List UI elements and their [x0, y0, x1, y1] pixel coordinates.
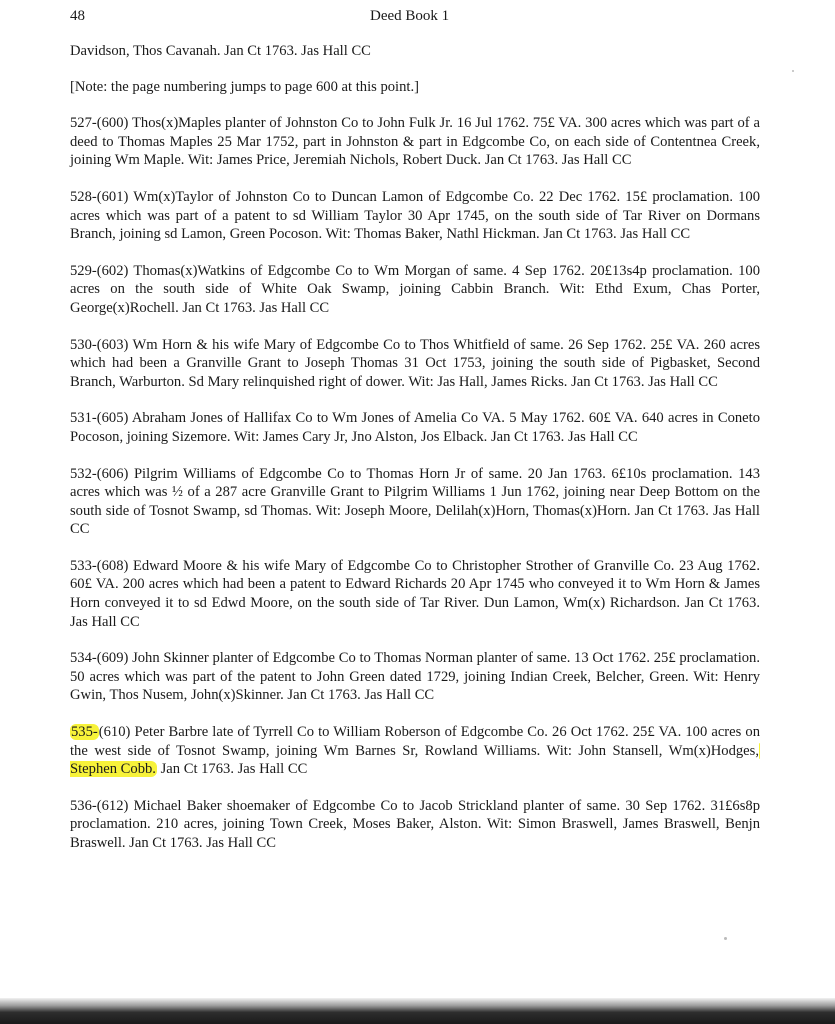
page-number: 48 [70, 8, 85, 24]
entry-531: 531-(605) Abraham Jones of Hallifax Co to Wm Jones of Amelia Co VA. 5 May 1762. 60£ VA. 640 acres in Coneto Pocoson, joining Sizemore. Wit: James Cary Jr, Jno Alston, Jos Elback. Jan Ct 1763. Jas Hall CC [70, 410, 760, 445]
highlighted-name: Stephen Cobb. [70, 743, 760, 778]
entry-528: 528-(601) Wm(x)Taylor of Johnston Co to Duncan Lamon of Edgcombe Co. 22 Dec 1762. 15£ proclamation. 100 acres which was part of a patent to sd William Taylor 30 Apr 1745, on the south side of Tar River on Dormans Branch, joining sd Lamon, Green Pocoson. Wit: Thomas Baker, Nathl Hickman. Jan Ct 1763. Jas Hall CC [70, 188, 760, 243]
entry-536: 536-(612) Michael Baker shoemaker of Edgcombe Co to Jacob Strickland planter of same. 30 Sep 1762. 31£6s8p proclamation. 210 acres, joining Town Creek, Moses Baker, Alston. Wit: Simon Braswell, James Braswell, Benjn Braswell. Jan Ct 1763. Jas Hall CC [70, 797, 760, 851]
entry-529: 529-(602) Thomas(x)Watkins of Edgcombe Co to Wm Morgan of same. 4 Sep 1762. 20£13s4p proclamation. 100 acres on the south side of White Oak Swamp, joining Cabbin Branch. Wit: Ethd Exum, Chas Porter, George(x)Rochell. Jan Ct 1763. Jas Hall CC [70, 262, 760, 316]
entry-535-tail: Jan Ct 1763. Jas Hall CC [156, 761, 308, 778]
editor-note: [Note: the page numbering jumps to page 600 at this point.] [70, 78, 419, 95]
entry-530: 530-(603) Wm Horn & his wife Mary of Edgcombe Co to Thos Whitfield of same. 26 Sep 1762. 25£ VA. 260 acres which had been a Granville Grant to Joseph Thomas 31 Oct 1753, joining the south side of Pigbasket, Second Branch, Warburton. Sd Mary relinquished right of dower. Wit: Jas Hall, James Ricks. Jan Ct 1763. Jas Hall CC [70, 336, 760, 390]
book-title: Deed Book 1 [370, 8, 450, 24]
page-header [70, 6, 760, 30]
scan-speck [724, 937, 727, 940]
entry-535 [70, 723, 760, 779]
highlighted-entry-number: 535- [71, 724, 98, 741]
entry-533: 533-(608) Edward Moore & his wife Mary of Edgcombe Co to Christopher Strother of Granville Co. 23 Aug 1762. 60£ VA. 200 acres which had been a patent to Edward Richards 20 Apr 1745 who conveyed it to Wm Horn & James Horn conveyed it to sd Edwd Moore, on the south side of Tar River. Dun Lamon, Wm(x) Richardson. Jan Ct 1763. Jas Hall CC [70, 557, 760, 630]
deed-entries [70, 42, 760, 871]
scan-edge-bar [0, 998, 835, 1024]
entry-534: 534-(609) John Skinner planter of Edgcombe Co to Thomas Norman planter of same. 13 Oct 1762. 25£ proclamation. 50 acres which was part of the patent to John Green dated 1729, joining Indian Creek, Belcher, Green. Wit: Henry Gwin, Thos Nusem, John(x)Skinner. Jan Ct 1763. Jas Hall CC [70, 650, 760, 704]
entry-535-text: (610) Peter Barbre late of Tyrrell Co to William Roberson of Edgcombe Co. 26 Oct 1762. 25£ VA. 100 acres on the west side of Tosnot Swamp, joining Wm Barnes Sr, Rowland Williams. Wit: John Stansell, Wm(x)Hodges, [70, 724, 760, 759]
scan-speck [792, 70, 794, 72]
entry-532: 532-(606) Pilgrim Williams of Edgcombe Co to Thomas Horn Jr of same. 20 Jan 1763. 6£10s proclamation. 143 acres which was ½ of a 287 acre Granville Grant to Pilgrim Williams 1 Jun 1762, joining near Deep Bottom on the south side of Tosnot Swamp, sd Thomas. Wit: Joseph Moore, Delilah(x)Horn, Thomas(x)Horn. Jan Ct 1763. Jas Hall CC [70, 465, 760, 538]
entry-continuation: Davidson, Thos Cavanah. Jan Ct 1763. Jas Hall CC [70, 43, 371, 59]
entry-527: 527-(600) Thos(x)Maples planter of Johnston Co to John Fulk Jr. 16 Jul 1762. 75£ VA. 300 acres which was part of a deed to Thomas Maples 25 Mar 1752, part in Johnston & part in Edgcombe Co, on each side of Contentnea Creek, joining Wm Maple. Wit: James Price, Jeremiah Nichols, Robert Duck. Jan Ct 1763. Jas Hall CC [70, 115, 760, 169]
